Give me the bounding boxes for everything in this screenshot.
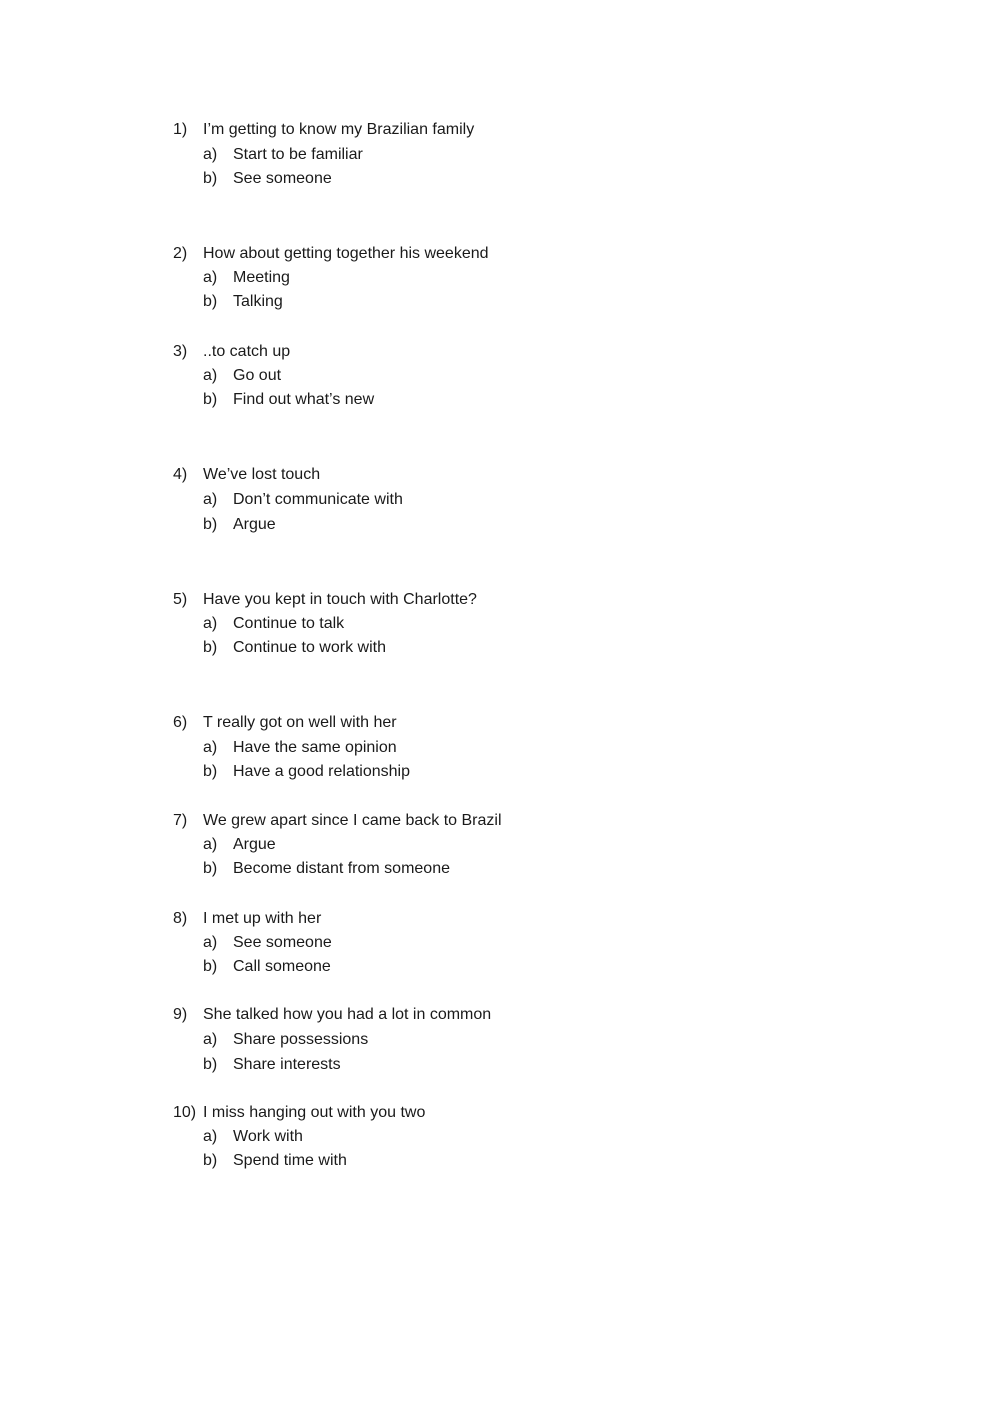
- option-text: Continue to work with: [233, 639, 386, 656]
- option-letter: b): [203, 516, 218, 533]
- question-number: 1): [173, 121, 188, 138]
- question-text: I’m getting to know my Brazilian family: [203, 121, 475, 138]
- option-text: Go out: [233, 367, 282, 384]
- question-text: ..to catch up: [203, 343, 291, 360]
- option-text: Call someone: [233, 958, 331, 975]
- option-letter: b): [203, 958, 218, 975]
- option-letter: b): [203, 293, 218, 310]
- option-text: Spend time with: [233, 1152, 347, 1169]
- option-letter: b): [203, 860, 218, 877]
- option-letter: a): [203, 146, 218, 163]
- option-letter: b): [203, 1056, 218, 1073]
- option-text: Become distant from someone: [233, 860, 450, 877]
- option-text: See someone: [233, 170, 332, 187]
- option-text: Have the same opinion: [233, 739, 397, 756]
- question-number: 3): [173, 343, 188, 360]
- question-text: T really got on well with her: [203, 714, 397, 731]
- option-text: Talking: [233, 293, 283, 310]
- option-letter: a): [203, 491, 218, 508]
- question-text: She talked how you had a lot in common: [203, 1006, 492, 1023]
- option-letter: b): [203, 639, 218, 656]
- option-text: Meeting: [233, 269, 290, 286]
- option-letter: a): [203, 739, 218, 756]
- option-text: Argue: [233, 516, 276, 533]
- option-text: Argue: [233, 836, 276, 853]
- option-letter: a): [203, 367, 218, 384]
- option-text: Work with: [233, 1128, 303, 1145]
- option-letter: b): [203, 391, 218, 408]
- question-number: 10): [173, 1104, 197, 1121]
- question-number: 9): [173, 1006, 188, 1023]
- option-letter: a): [203, 836, 218, 853]
- option-letter: a): [203, 934, 218, 951]
- option-text: Have a good relationship: [233, 763, 411, 780]
- option-text: Find out what’s new: [233, 391, 375, 408]
- option-text: Share possessions: [233, 1031, 369, 1048]
- question-text: How about getting together his weekend: [203, 245, 489, 262]
- option-text: Continue to talk: [233, 615, 345, 632]
- option-letter: a): [203, 1031, 218, 1048]
- option-letter: a): [203, 269, 218, 286]
- option-text: Don’t communicate with: [233, 491, 403, 508]
- question-text: We grew apart since I came back to Brazil: [203, 812, 502, 829]
- option-letter: a): [203, 615, 218, 632]
- option-text: See someone: [233, 934, 332, 951]
- option-letter: a): [203, 1128, 218, 1145]
- question-text: Have you kept in touch with Charlotte?: [203, 591, 477, 608]
- question-number: 2): [173, 245, 188, 262]
- option-text: Share interests: [233, 1056, 341, 1073]
- question-number: 4): [173, 466, 188, 483]
- option-letter: b): [203, 170, 218, 187]
- question-number: 7): [173, 812, 188, 829]
- question-number: 5): [173, 591, 188, 608]
- question-text: I miss hanging out with you two: [203, 1104, 426, 1121]
- option-text: Start to be familiar: [233, 146, 363, 163]
- question-text: I met up with her: [203, 910, 322, 927]
- option-letter: b): [203, 1152, 218, 1169]
- question-number: 8): [173, 910, 188, 927]
- question-text: We’ve lost touch: [203, 466, 321, 483]
- question-number: 6): [173, 714, 188, 731]
- option-letter: b): [203, 763, 218, 780]
